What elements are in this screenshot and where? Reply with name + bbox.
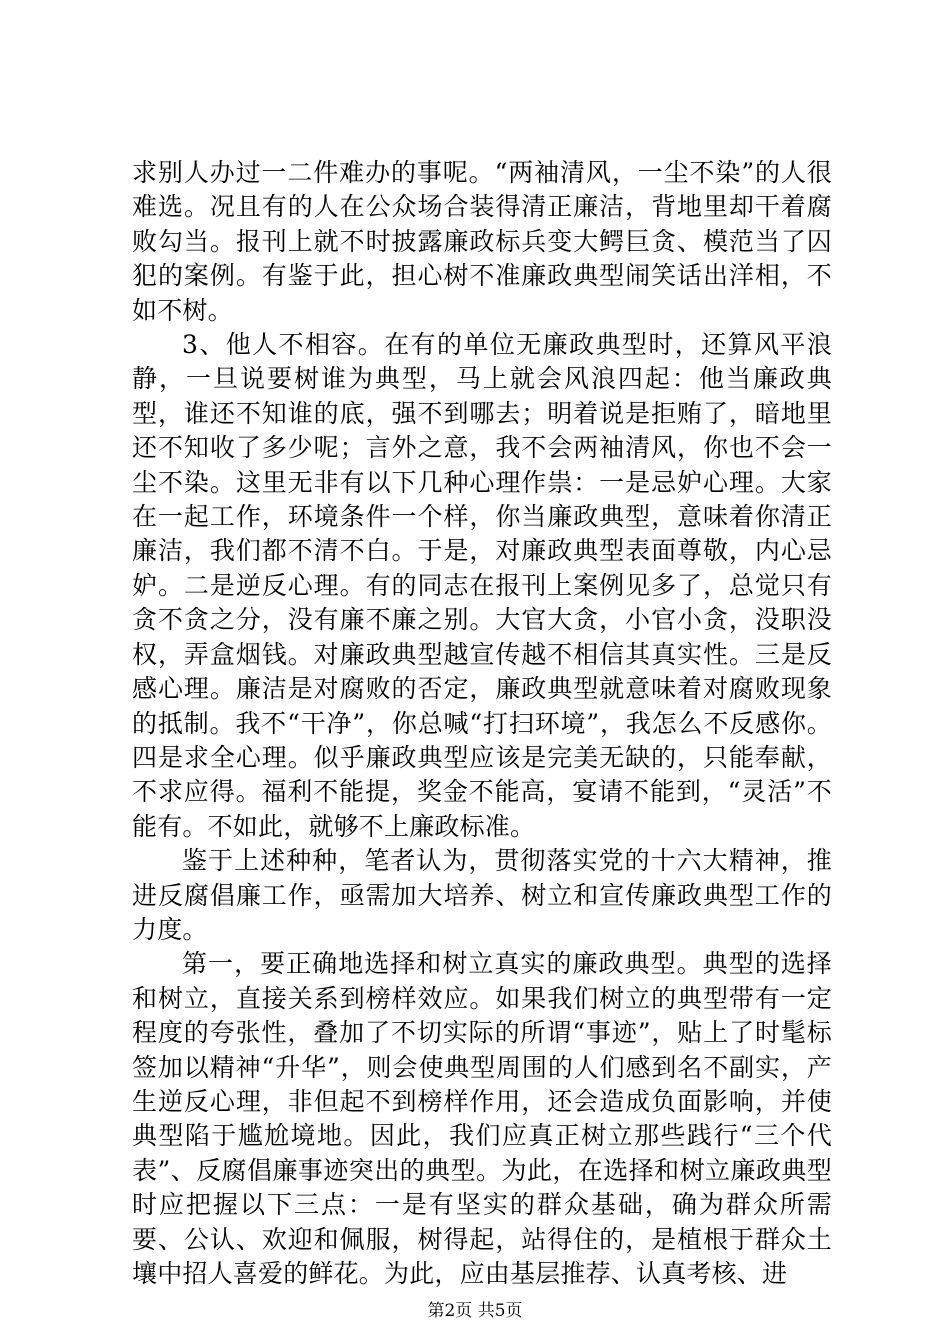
- paragraph-conclusion: 鉴于上述种种，笔者认为，贯彻落实党的十六大精神，推进反腐倡廉工作，亟需加大培养、树立和宣传廉政典型工作的力度。: [132, 846, 832, 944]
- page-footer: [0, 1300, 950, 1322]
- document-body: [132, 156, 832, 1291]
- paragraph-continued: 求别人办过一二件难办的事呢。“两袖清风，一尘不染”的人很难选。况且有的人在公众场合装得清正廉洁，背地里却干着腐败勾当。报刊上就不时披露廉政标兵变大鳄巨贪、模范当了囚犯的案例。有鉴于此，担心树不准廉政典型闹笑话出洋相，不如不树。: [132, 158, 832, 325]
- paragraph-point-3: 3、他人不相容。在有的单位无廉政典型时，还算风平浪静，一旦说要树谁为典型，马上就会风浪四起：他当廉政典型，谁还不知谁的底，强不到哪去；明着说是拒贿了，暗地里还不知收了多少呢；言外之意，我不会两袖清风，你也不会一尘不染。这里无非有以下几种心理作祟：一是忌妒心理。大家在一起工作，环境条件一个样，你当廉政典型，意味着你清正廉洁，我们都不清不白。于是，对廉政典型表面尊敬，内心忌妒。二是逆反心理。有的同志在报刊上案例见多了，总觉只有贪不贪之分，没有廉不廉之别。大官大贪，小官小贪，没职没权，弄盒烟钱。对廉政典型越宣传越不相信其真实性。三是反感心理。廉洁是对腐败的否定，廉政典型就意味着对腐败现象的抵制。我不“干净”，你总喊“打扫环境”，我怎么不反感你。四是求全心理。似乎廉政典型应该是完美无缺的，只能奉献，不求应得。福利不能提，奖金不能高，宴请不能到，“灵活”不能有。不如此，就够不上廉政标准。: [132, 330, 832, 841]
- paragraph-first-measure: 第一，要正确地选择和树立真实的廉政典型。典型的选择和树立，直接关系到榜样效应。如果我们树立的典型带有一定程度的夸张性，叠加了不切实际的所谓“事迹”，贴上了时髦标签加以精神“升华”，则会使典型周围的人们感到名不副实，产生逆反心理，非但起不到榜样作用，还会造成负面影响，并使典型陷于尴尬境地。因此，我们应真正树立那些践行“三个代表”、反腐倡廉事迹突出的典型。为此，在选择和树立廉政典型时应把握以下三点：一是有坚实的群众基础，确为群众所需要、公认、欢迎和佩服，树得起，站得住的，是植根于群众土壤中招人喜爱的鲜花。为此，应由基层推荐、认真考核、进: [132, 949, 832, 1288]
- page-number-label: 第2页 共5页: [427, 1301, 523, 1321]
